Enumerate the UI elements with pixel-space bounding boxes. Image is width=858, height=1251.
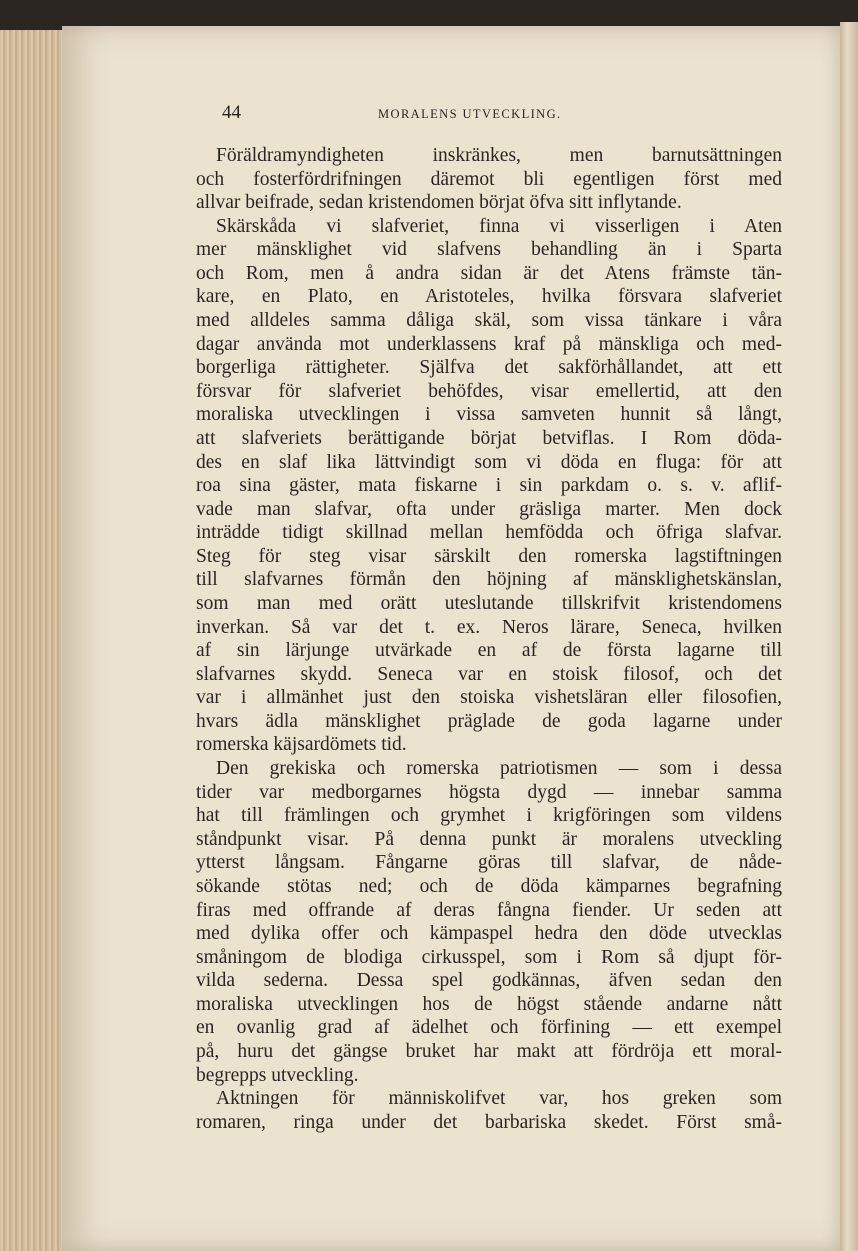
text-line: allvar beifrade, sedan kristendomen börjat öfva sitt inflytande. <box>196 192 682 214</box>
text-line: af sin lärjunge utvärkade en af de första lagarne till <box>196 640 782 662</box>
text-line: firas med offrande af deras fångna fiender. Ur seden att <box>196 899 782 921</box>
text-line: mer mänsklighet vid slafvens behandling än i Sparta <box>196 239 782 261</box>
text-line: till slafvarnes förmån den höjning af mänsklighetskänslan, <box>196 569 782 591</box>
page-number: 44 <box>222 102 241 123</box>
text-line: Skärskåda vi slafveriet, finna vi visserligen i Aten <box>216 215 782 237</box>
text-line: kare, en Plato, en Aristoteles, hvilka försvara slafveriet <box>196 286 782 308</box>
text-line: moraliska utvecklingen i vissa samveten hunnit så långt, <box>196 404 782 426</box>
text-line: moraliska utvecklingen hos de högst stående andarne nått <box>196 993 782 1015</box>
text-line: en ovanlig grad af ädelhet och förfining — ett exempel <box>196 1017 782 1039</box>
text-line: att slafveriets berättigande börjat betviflas. I Rom döda- <box>196 427 782 449</box>
text-line: med dylika offer och kämpaspel hedra den döde utvecklas <box>196 923 782 945</box>
text-line: vilda sederna. Dessa spel godkännas, äfven sedan den <box>196 970 782 992</box>
text-line: roa sina gäster, mata fiskarne i sin parkdam o. s. v. aflif- <box>196 475 782 497</box>
text-line: ytterst långsam. Fångarne göras till slafvar, de nåde- <box>196 852 782 874</box>
page-header <box>222 102 782 128</box>
text-line: Föräldramyndigheten inskränkes, men barnutsättningen <box>216 145 782 166</box>
text-line: och fosterfördrifningen däremot bli egentligen först med <box>196 168 782 190</box>
running-title: MORALENS UTVECKLING. <box>378 107 562 121</box>
book-page-edges <box>0 30 70 1251</box>
text-line: och Rom, men å andra sidan är det Atens främste tän- <box>196 262 782 284</box>
text-line: sökande stötas ned; och de döda kämparnes begrafning <box>196 875 782 897</box>
text-line: vade man slafvar, ofta under gräsliga marter. Men dock <box>196 498 782 520</box>
text-line: slafvarnes skydd. Seneca var en stoisk filosof, och det <box>196 663 782 685</box>
text-line: på, huru det gängse bruket har makt att fördröja ett moral- <box>196 1040 782 1062</box>
text-line: romaren, ringa under det barbariska skedet. Först små- <box>196 1111 782 1133</box>
text-line: inträdde tidigt skillnad mellan hemfödda och öfriga slafvar. <box>196 522 782 544</box>
text-line: Aktningen för människolifvet var, hos greken som <box>216 1088 782 1110</box>
text-line: des en slaf lika lättvindigt som vi döda en fluga: för att <box>196 451 782 473</box>
text-line: inverkan. Så var det t. ex. Neros lärare, Seneca, hvilken <box>196 616 782 638</box>
body-text <box>196 144 782 1134</box>
text-line: som man med orätt uteslutande tillskrifvit kristendomens <box>196 592 782 614</box>
text-line: tider var medborgarnes högsta dygd — innebar samma <box>196 781 782 803</box>
text-line: begrepps utveckling. <box>196 1064 359 1086</box>
text-line: var i allmänhet just den stoiska vishetsläran eller filosofien, <box>196 687 782 709</box>
text-line: Den grekiska och romerska patriotismen — som i dessa <box>216 758 782 780</box>
next-page-edge <box>840 22 858 1251</box>
text-line: hat till främlingen och grymhet i krigföringen som vildens <box>196 805 782 827</box>
text-line: Steg för steg visar särskilt den romerska lagstiftningen <box>196 545 782 567</box>
text-line: med alldeles samma dåliga skäl, som vissa tänkare i våra <box>196 310 782 332</box>
text-line: ståndpunkt visar. På denna punkt är moralens utveckling <box>196 828 782 850</box>
text-line: romerska käjsardömets tid. <box>196 734 407 756</box>
text-line: småningom de blodiga cirkusspel, som i Rom så djupt för- <box>196 946 782 968</box>
text-line: försvar för slafveriet behöfdes, visar emellertid, att den <box>196 380 782 402</box>
text-line: hvars ädla mänsklighet präglade de goda lagarne under <box>196 710 782 732</box>
text-line: borgerliga rättigheter. Själfva det sakförhållandet, att ett <box>196 357 782 379</box>
text-line: dagar använda mot underklassens kraf på mänskliga och med- <box>196 333 782 355</box>
